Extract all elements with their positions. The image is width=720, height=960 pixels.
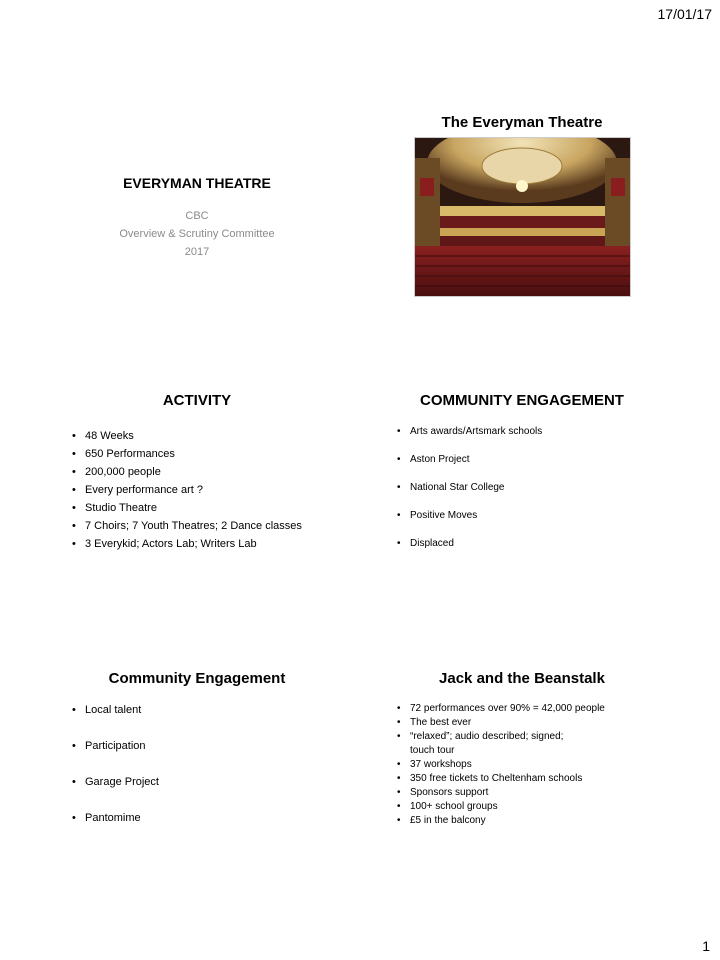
slide-theatre-photo — [377, 114, 667, 297]
list-item: • 650 Performances — [72, 445, 342, 463]
list-item: • 350 free tickets to Cheltenham schools — [397, 772, 667, 786]
left-box-drape — [420, 178, 434, 196]
stalls-seating — [415, 246, 630, 296]
list-item-continuation: touch tour — [410, 745, 455, 756]
list-item: • Every performance art ? — [72, 481, 342, 499]
slide-title: The Everyman Theatre — [441, 114, 603, 131]
upper-balcony — [440, 206, 605, 216]
list-item: • 200,000 people — [72, 463, 342, 481]
list-item: • Positive Moves — [397, 509, 667, 523]
page-number: 1 — [702, 938, 710, 954]
ceiling-medallion — [482, 148, 562, 184]
bullet-list — [377, 425, 667, 551]
slide-activity — [52, 392, 342, 553]
list-item: • National Star College — [397, 481, 667, 495]
slide-title-card — [52, 175, 342, 261]
list-item: • 7 Choirs; 7 Youth Theatres; 2 Dance classes — [72, 517, 342, 535]
list-item: • Pantomime — [72, 811, 342, 825]
upper-seats — [440, 216, 605, 228]
slide-title: Jack and the Beanstalk — [439, 670, 605, 687]
list-item: • 3 Everykid; Actors Lab; Writers Lab — [72, 535, 342, 553]
right-box-drape — [611, 178, 625, 196]
slide-title: EVERYMAN THEATRE — [123, 175, 271, 191]
list-item: • 72 performances over 90% = 42,000 people — [397, 702, 667, 716]
header-date: 17/01/17 — [657, 6, 712, 22]
list-item: • Garage Project — [72, 775, 342, 789]
list-item: • The best ever — [397, 716, 667, 730]
list-item — [397, 730, 667, 758]
slide-title: ACTIVITY — [162, 392, 232, 409]
list-item-text: “relaxed”; audio described; signed; — [410, 731, 564, 742]
list-item: • Studio Theatre — [72, 499, 342, 517]
bullet-list — [377, 702, 667, 828]
list-item: • Displaced — [397, 537, 667, 551]
list-item: • 48 Weeks — [72, 427, 342, 445]
list-item: • Aston Project — [397, 453, 667, 467]
slide-title: Community Engagement — [108, 670, 286, 687]
bullet-list — [52, 427, 342, 553]
slide-community-engagement-caps — [377, 392, 667, 565]
theatre-auditorium-photo — [414, 137, 631, 297]
slide-title: COMMUNITY ENGAGEMENT — [420, 392, 624, 409]
dress-circle — [440, 228, 605, 236]
subtitle-line: Overview & Scrutiny Committee — [119, 228, 275, 240]
list-item: • Local talent — [72, 703, 342, 717]
slide-community-engagement — [52, 670, 342, 847]
list-item: • £5 in the balcony — [397, 814, 667, 828]
subtitle-line: CBC — [185, 210, 209, 222]
list-item: • Sponsors support — [397, 786, 667, 800]
bullet-list — [52, 703, 342, 825]
subtitle-block — [52, 207, 342, 261]
list-item: • 37 workshops — [397, 758, 667, 772]
slide-jack-and-the-beanstalk — [377, 670, 667, 828]
list-item: • 100+ school groups — [397, 800, 667, 814]
circle-seats — [440, 236, 605, 246]
list-item: • Participation — [72, 739, 342, 753]
chandelier — [516, 180, 528, 192]
subtitle-line: 2017 — [184, 246, 210, 258]
list-item: • Arts awards/Artsmark schools — [397, 425, 667, 439]
